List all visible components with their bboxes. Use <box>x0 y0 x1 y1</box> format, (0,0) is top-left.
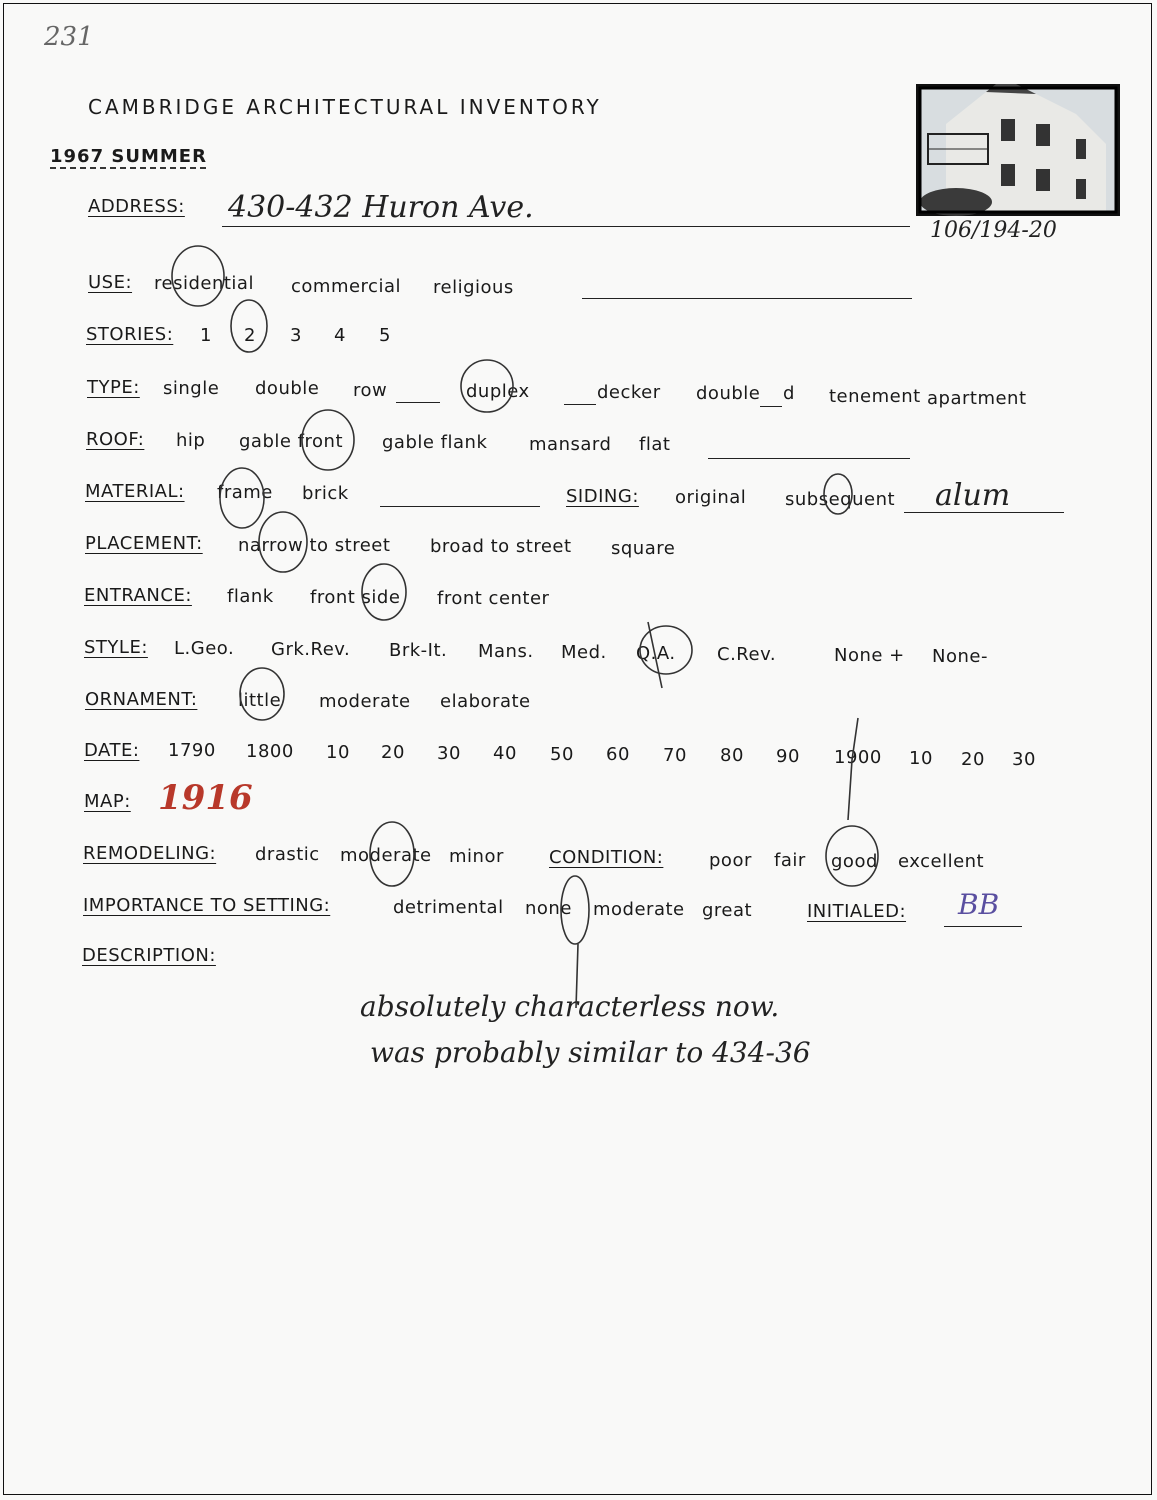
circle-mark-gable-front <box>302 410 354 470</box>
siding-opt-original: original <box>675 487 747 508</box>
remodeling-opt-minor: minor <box>449 846 504 867</box>
ornament-label: ORNAMENT: <box>85 689 198 710</box>
date-opt-70: 70 <box>663 745 687 766</box>
condition-label: CONDITION: <box>549 847 664 868</box>
circle-mark-stories-2 <box>231 300 267 352</box>
roof-opt-flat: flat <box>639 434 671 455</box>
type-opt-d: d <box>783 383 795 404</box>
remodeling-opt-moderate: moderate <box>340 845 432 866</box>
circle-mark-none <box>561 876 589 944</box>
map-value: 1916 <box>158 778 253 818</box>
description-label: DESCRIPTION: <box>82 945 216 966</box>
date-opt-40: 40 <box>493 743 517 764</box>
style-opt-med: Med. <box>561 642 607 663</box>
entrance-opt-front-center: front center <box>437 588 550 609</box>
date-opt-50: 50 <box>550 744 574 765</box>
type-opt-single: single <box>163 378 220 399</box>
circle-mark-front-side <box>362 564 406 620</box>
roof-opt-hip: hip <box>176 430 206 451</box>
type-opt-apartment: apartment <box>927 388 1027 409</box>
use-opt-commercial: commercial <box>291 276 401 297</box>
line-mark-1900 <box>848 718 858 820</box>
stories-opt-3: 3 <box>290 325 302 346</box>
style-opt-mans: Mans. <box>478 641 534 662</box>
stories-opt-4: 4 <box>334 325 346 346</box>
type-opt-tenement: tenement <box>829 386 921 407</box>
stories-opt-2: 2 <box>244 325 256 346</box>
date-opt-1920: 20 <box>961 749 985 770</box>
entrance-label: ENTRANCE: <box>84 585 192 606</box>
roof-opt-gable-front: gable front <box>239 431 343 452</box>
condition-opt-fair: fair <box>774 850 806 871</box>
stories-opt-5: 5 <box>379 325 391 346</box>
date-opt-90: 90 <box>776 746 800 767</box>
placement-opt-square: square <box>611 538 676 559</box>
condition-opt-good: good <box>831 851 878 872</box>
date-opt-1930: 30 <box>1012 749 1036 770</box>
stories-opt-1: 1 <box>200 325 212 346</box>
date-opt-1790: 1790 <box>168 740 216 761</box>
importance-opt-none: none <box>525 898 572 919</box>
type-opt-double: double <box>255 378 320 399</box>
style-opt-brkit: Brk-It. <box>389 640 448 661</box>
material-opt-brick: brick <box>302 483 349 504</box>
type-opt-row: row <box>353 380 388 401</box>
type-opt-double-d: double <box>696 383 761 404</box>
line-mark-none <box>576 944 578 1008</box>
condition-opt-excellent: excellent <box>898 851 985 872</box>
circle-mark-residential <box>172 246 224 306</box>
entrance-opt-front-side: front side <box>310 587 401 608</box>
date-label: DATE: <box>84 740 140 761</box>
condition-opt-poor: poor <box>709 850 752 871</box>
circle-mark-qa <box>640 626 692 674</box>
use-opt-religious: religious <box>433 277 514 298</box>
circle-mark-duplex <box>461 360 513 412</box>
type-opt-duplex: duplex <box>466 381 530 402</box>
use-opt-residential: residential <box>154 273 254 294</box>
placement-opt-narrow: narrow to street <box>238 535 391 556</box>
siding-value: alum <box>935 478 1011 513</box>
description-line-2: was probably similar to 434-36 <box>370 1036 811 1069</box>
style-opt-lgeo: L.Geo. <box>174 638 235 659</box>
use-label: USE: <box>88 272 133 293</box>
style-label: STYLE: <box>84 637 148 658</box>
importance-opt-great: great <box>702 900 753 921</box>
style-opt-grkrev: Grk.Rev. <box>271 639 351 660</box>
style-opt-qa: Q.A. <box>636 643 676 664</box>
roof-label: ROOF: <box>86 429 145 450</box>
siding-opt-subsequent: subsequent <box>785 489 896 510</box>
circle-mark-moderate-remodel <box>370 822 414 886</box>
address-label: ADDRESS: <box>88 196 185 217</box>
circle-mark-narrow <box>259 512 307 572</box>
placement-label: PLACEMENT: <box>85 533 203 554</box>
remodeling-label: REMODELING: <box>83 843 217 864</box>
date-opt-80: 80 <box>720 745 744 766</box>
form-title: CAMBRIDGE ARCHITECTURAL INVENTORY <box>88 95 602 119</box>
type-opt-decker: decker <box>597 382 661 403</box>
date-opt-10: 10 <box>326 742 350 763</box>
date-opt-1910: 10 <box>909 748 933 769</box>
survey-label: 1967 SUMMER <box>50 146 207 167</box>
stories-label: STORIES: <box>86 324 174 345</box>
map-label: MAP: <box>84 791 131 812</box>
date-opt-1900: 1900 <box>834 747 882 768</box>
corner-number: 231 <box>44 22 94 52</box>
circle-mark-frame <box>220 468 264 528</box>
ornament-opt-moderate: moderate <box>319 691 411 712</box>
slash-mark-qa <box>648 622 662 688</box>
material-opt-frame: frame <box>217 482 273 503</box>
siding-label: SIDING: <box>566 486 639 507</box>
circle-mark-subsequent <box>824 474 852 514</box>
roof-opt-gable-flank: gable flank <box>382 432 488 453</box>
circle-mark-good <box>826 826 878 886</box>
importance-label: IMPORTANCE TO SETTING: <box>83 895 331 916</box>
placement-opt-broad: broad to street <box>430 536 572 557</box>
date-opt-60: 60 <box>606 744 630 765</box>
ornament-opt-little: little <box>238 690 282 711</box>
remodeling-opt-drastic: drastic <box>255 844 320 865</box>
importance-opt-detrimental: detrimental <box>393 897 504 918</box>
address-ref: 106/194-20 <box>930 218 1057 243</box>
description-line-1: absolutely characterless now. <box>360 990 780 1023</box>
style-opt-crev: C.Rev. <box>717 644 777 665</box>
date-opt-20: 20 <box>381 742 405 763</box>
material-label: MATERIAL: <box>85 481 185 502</box>
ornament-opt-elaborate: elaborate <box>440 691 531 712</box>
address-value: 430-432 Huron Ave. <box>228 190 534 225</box>
style-opt-none-plus: None + <box>834 645 905 666</box>
initialed-value: BB <box>958 888 1000 921</box>
importance-opt-moderate: moderate <box>593 899 685 920</box>
type-label: TYPE: <box>87 377 140 398</box>
initialed-label: INITIALED: <box>807 901 907 922</box>
date-opt-1800: 1800 <box>246 741 294 762</box>
style-opt-none-minus: None- <box>932 646 988 667</box>
circle-mark-little <box>240 668 284 720</box>
entrance-opt-flank: flank <box>227 586 274 607</box>
date-opt-30: 30 <box>437 743 461 764</box>
roof-opt-mansard: mansard <box>529 434 612 455</box>
